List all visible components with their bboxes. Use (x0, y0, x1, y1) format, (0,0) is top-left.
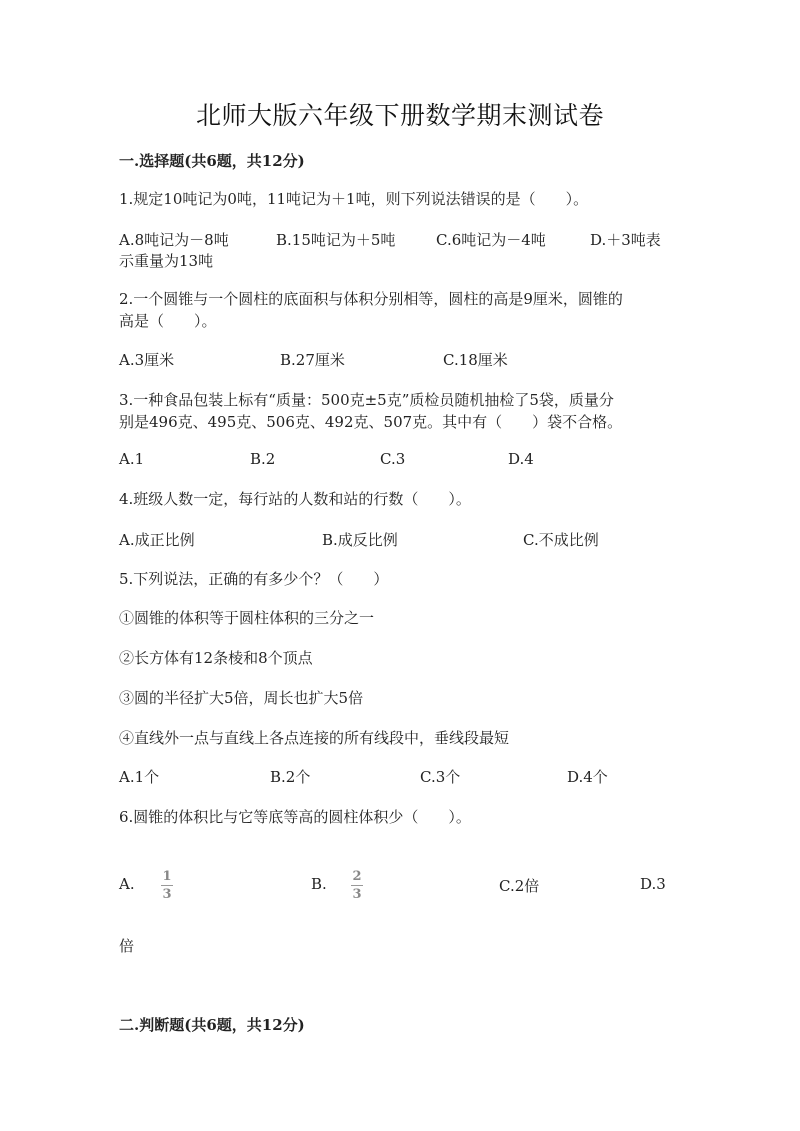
question-4-stem: 4.班级人数一定，每行站的人数和站的行数（ ）。 (119, 490, 471, 508)
question-6-option-a-label: A. (119, 875, 135, 893)
question-5-option-d: D.4个 (567, 768, 608, 786)
question-1-stem: 1.规定10吨记为0吨，11吨记为＋1吨，则下列说法错误的是（ ）。 (119, 190, 589, 208)
question-3-stem-line-2: 别是496克、495克、506克、492克、507克。其中有（ ）袋不合格。 (119, 413, 623, 431)
question-3-option-d: D.4 (508, 450, 534, 468)
question-5-stem: 5.下列说法，正确的有多少个？（ ） (119, 570, 389, 588)
question-5-statement-4: ④直线外一点与直线上各点连接的所有线段中，垂线段最短 (119, 729, 510, 747)
question-3-option-c: C.3 (380, 450, 406, 468)
fraction-numerator: 2 (352, 869, 362, 884)
question-1-option-b: B.15吨记为＋5吨 (276, 231, 396, 249)
question-2-option-c: C.18厘米 (443, 351, 508, 369)
question-6-option-c: C.2倍 (499, 877, 540, 895)
question-2-option-b: B.27厘米 (280, 351, 345, 369)
question-5-option-c: C.3个 (420, 768, 461, 786)
question-1-option-a: A.8吨记为－8吨 (119, 231, 229, 249)
fraction-bar (161, 885, 173, 886)
question-5-statement-1: ①圆锥的体积等于圆柱体积的三分之一 (119, 609, 375, 627)
question-6-option-a-fraction (160, 870, 174, 902)
question-4-option-b: B.成反比例 (322, 531, 398, 549)
fraction-numerator: 1 (162, 869, 172, 884)
question-4-option-c: C.不成比例 (523, 531, 599, 549)
section-heading-true-false: 二.判断题(共6题，共12分) (119, 1016, 305, 1034)
question-4-option-a: A.成正比例 (119, 531, 195, 549)
question-6-option-d: D.3 (640, 875, 666, 893)
section-heading-choice: 一.选择题(共6题，共12分) (119, 152, 305, 170)
question-2-option-a: A.3厘米 (119, 351, 175, 369)
question-1-option-c: C.6吨记为－4吨 (436, 231, 546, 249)
question-2-stem-line-1: 2.一个圆锥与一个圆柱的底面积与体积分别相等，圆柱的高是9厘米，圆锥的 (119, 290, 623, 308)
question-6-stem: 6.圆锥的体积比与它等底等高的圆柱体积少（ ）。 (119, 808, 471, 826)
question-3-option-a: A.1 (119, 450, 145, 468)
question-5-statement-3: ③圆的半径扩大5倍，周长也扩大5倍 (119, 689, 364, 707)
fraction-denominator: 3 (352, 887, 362, 902)
question-2-stem-line-2: 高是（ ）。 (119, 312, 217, 330)
fraction-denominator: 3 (162, 887, 172, 902)
question-6-option-d-continued: 倍 (119, 937, 135, 955)
question-5-statement-2: ②长方体有12条棱和8个顶点 (119, 649, 313, 667)
fraction-bar (351, 885, 363, 886)
question-1-option-d: D.＋3吨表 (590, 231, 661, 249)
question-6-option-b-fraction (350, 870, 364, 902)
question-6-option-b-label: B. (311, 875, 327, 893)
question-1-option-d-continued: 示重量为13吨 (119, 252, 214, 270)
page-title: 北师大版六年级下册数学期末测试卷 (195, 101, 604, 130)
question-3-stem-line-1: 3.一种食品包装上标有“质量：500克±5克”质检员随机抽检了5袋，质量分 (119, 391, 614, 409)
question-5-option-a: A.1个 (119, 768, 160, 786)
question-5-option-b: B.2个 (270, 768, 311, 786)
question-3-option-b: B.2 (250, 450, 276, 468)
